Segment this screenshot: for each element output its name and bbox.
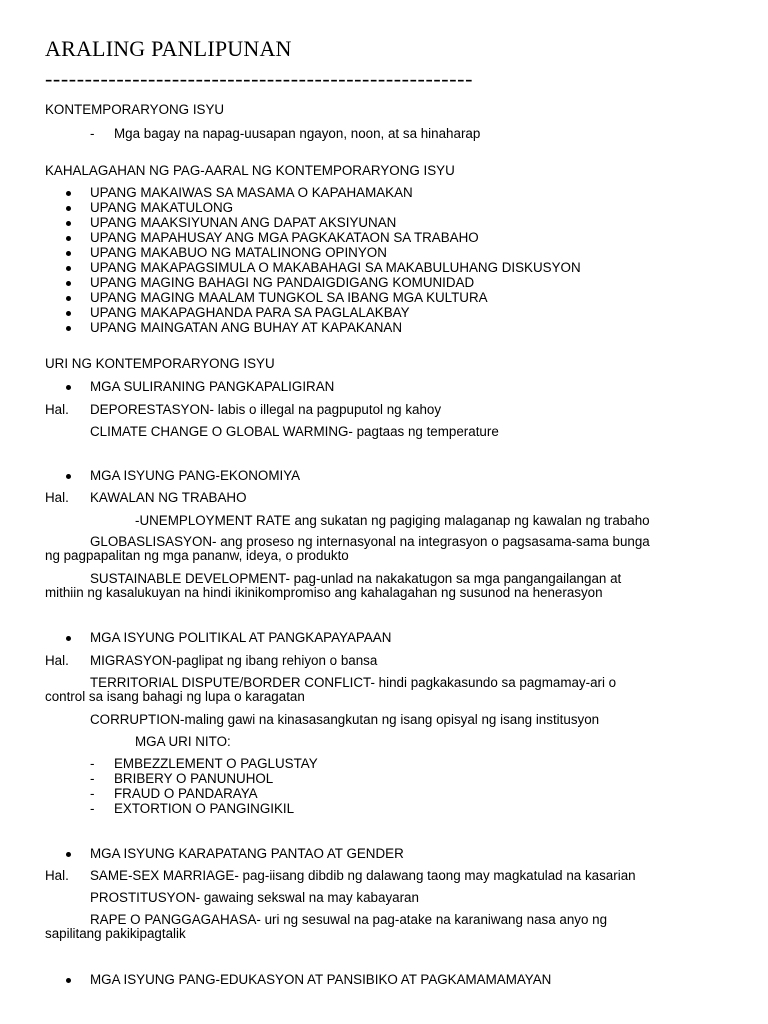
list-item: UPANG MAINGATAN ANG BUHAY AT KAPAKANAN (90, 320, 403, 335)
bullet-icon (66, 281, 71, 286)
section-heading-uri: URI NG KONTEMPORARYONG ISYU (45, 356, 275, 371)
example-globalisasyon-line1: GLOBASLISASYON- ang proseso ng internasyonal na integrasyon o pagsasama-sama bunga (90, 534, 650, 549)
list-item: UPANG MAKABUO NG MATALINONG OPINYON (90, 245, 387, 260)
example-territorial-line2: control sa isang bahagi ng lupa o karagatan (45, 689, 305, 704)
definition-text: Mga bagay na napag-uusapan ngayon, noon, at sa hinaharap (114, 126, 481, 141)
page-title: ARALING PANLIPUNAN (45, 36, 292, 61)
bullet-icon (66, 636, 71, 641)
example-sustainable-line1: SUSTAINABLE DEVELOPMENT- pag-unlad na nakakatugon sa mga pangangailangan at (90, 571, 622, 586)
bullet-icon (66, 266, 71, 271)
category-heading-education: MGA ISYUNG PANG-EDUKASYON AT PANSIBIKO AT PAGKAMAMAMAYAN (90, 972, 552, 987)
list-item: EMBEZZLEMENT O PAGLUSTAY (114, 756, 318, 771)
example-climate-change: CLIMATE CHANGE O GLOBAL WARMING- pagtaas ng temperature (90, 424, 499, 439)
list-item: FRAUD O PANDARAYA (114, 786, 258, 801)
list-item: EXTORTION O PANGINGIKIL (114, 801, 295, 816)
bullet-icon (66, 978, 71, 983)
bullet-icon (66, 251, 71, 256)
example-prostitusyon: PROSTITUSYON- gawaing sekswal na may kabayaran (90, 890, 419, 905)
title-underline-rule: ------------------------------------------------------ (45, 66, 474, 91)
list-item: UPANG MAKATULONG (90, 200, 234, 215)
bullet-icon (66, 221, 71, 226)
example-same-sex-marriage: SAME-SEX MARRIAGE- pag-iisang dibdib ng dalawang taong may magkatulad na kasarian (90, 868, 636, 883)
example-rape-line1: RAPE O PANGGAGAHASA- uri ng sesuwal na pag-atake na karaniwang nasa anyo ng (90, 912, 608, 927)
list-item: UPANG MAGING MAALAM TUNGKOL SA IBANG MGA KULTURA (90, 290, 488, 305)
definition-dash: - (90, 126, 95, 141)
list-item: UPANG MAKAPAGHANDA PARA SA PAGLALAKBAY (90, 305, 410, 320)
example-unemployment-rate: -UNEMPLOYMENT RATE ang sukatan ng pagiging malaganap ng kawalan ng trabaho (135, 513, 650, 528)
hal-label: Hal. (45, 490, 69, 505)
list-item: UPANG MAKAIWAS SA MASAMA O KAPAHAMAKAN (90, 185, 413, 200)
example-globalisasyon-line2: ng pagpapalitan ng mga pananw, ideya, o produkto (45, 548, 349, 563)
list-item: UPANG MAAKSIYUNAN ANG DAPAT AKSIYUNAN (90, 215, 397, 230)
category-heading-economy: MGA ISYUNG PANG-EKONOMIYA (90, 468, 301, 483)
bullet-icon (66, 191, 71, 196)
category-heading-political: MGA ISYUNG POLITIKAL AT PANGKAPAYAPAAN (90, 630, 392, 645)
category-heading-human-rights: MGA ISYUNG KARAPATANG PANTAO AT GENDER (90, 846, 404, 861)
bullet-icon (66, 852, 71, 857)
list-dash: - (90, 771, 95, 786)
list-dash: - (90, 786, 95, 801)
bullet-icon (66, 311, 71, 316)
example-corruption: CORRUPTION-maling gawi na kinasasangkutan ng isang opisyal ng isang institusyon (90, 712, 600, 727)
list-item: UPANG MAGING BAHAGI NG PANDAIGDIGANG KOMUNIDAD (90, 275, 475, 290)
list-item: UPANG MAKAPAGSIMULA O MAKABAHAGI SA MAKABULUHANG DISKUSYON (90, 260, 581, 275)
category-heading-environment: MGA SULIRANING PANGKAPALIGIRAN (90, 379, 335, 394)
example-territorial-line1: TERRITORIAL DISPUTE/BORDER CONFLICT- hindi pagkakasundo sa pagmamay-ari o (90, 675, 617, 690)
bullet-icon (66, 385, 71, 390)
bullet-icon (66, 474, 71, 479)
example-sustainable-line2: mithiin ng kasalukuyan na hindi ikinikompromiso ang kahalagahan ng susunod na henerasyon (45, 585, 603, 600)
corruption-types-heading: MGA URI NITO: (135, 734, 231, 749)
section-heading-kontemporaryong-isyu: KONTEMPORARYONG ISYU (45, 102, 225, 117)
hal-label: Hal. (45, 653, 69, 668)
example-kawalan-ng-trabaho: KAWALAN NG TRABAHO (90, 490, 247, 505)
bullet-icon (66, 326, 71, 331)
list-dash: - (90, 801, 95, 816)
bullet-icon (66, 236, 71, 241)
list-dash: - (90, 756, 95, 771)
bullet-icon (66, 206, 71, 211)
section-heading-kahalagahan: KAHALAGAHAN NG PAG-AARAL NG KONTEMPORARYONG ISYU (45, 163, 455, 178)
bullet-icon (66, 296, 71, 301)
example-rape-line2: sapilitang pakikipagtalik (45, 926, 186, 941)
hal-label: Hal. (45, 402, 69, 417)
example-deporestasyon: DEPORESTASYON- labis o illegal na pagpuputol ng kahoy (90, 402, 442, 417)
list-item: BRIBERY O PANUNUHOL (114, 771, 274, 786)
example-migrasyon: MIGRASYON-paglipat ng ibang rehiyon o bansa (90, 653, 378, 668)
list-item: UPANG MAPAHUSAY ANG MGA PAGKAKATAON SA TRABAHO (90, 230, 479, 245)
hal-label: Hal. (45, 868, 69, 883)
